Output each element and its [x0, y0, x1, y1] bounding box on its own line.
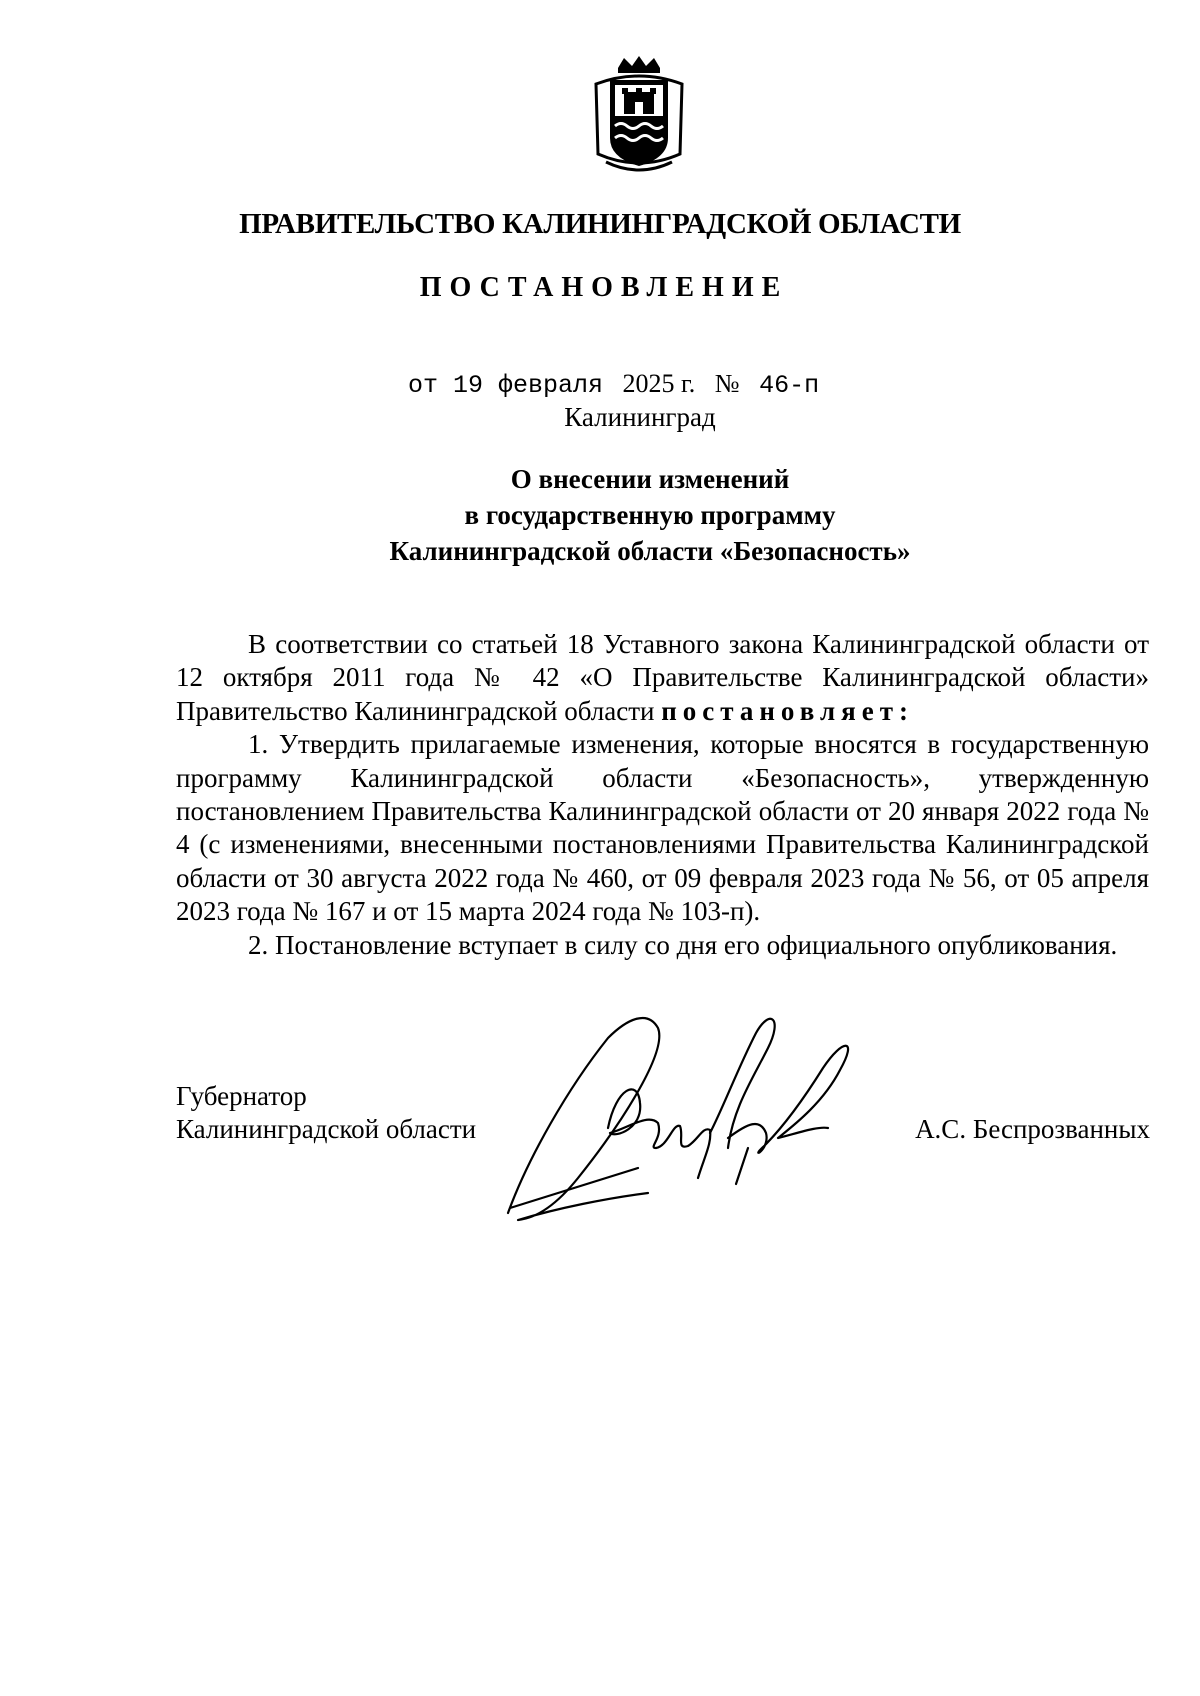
- document-number: 46-п: [759, 371, 820, 400]
- subject-line: Калининградской области «Безопасность»: [389, 536, 911, 566]
- subject-line: О внесении изменений: [510, 464, 790, 494]
- document-date: от 19 февраля: [408, 371, 604, 400]
- number-sign: №: [714, 369, 740, 398]
- document-subject: [340, 461, 960, 569]
- coat-of-arms-icon: [588, 54, 690, 176]
- document-body: [176, 628, 1149, 962]
- item-1-paragraph: 1. Утвердить прилагаемые изменения, которые вносятся в государственную программу Калининградской области «Безопасность», утвержденную постановлением Правительства Калининградской области от 20 января 2022 года № 4 (с изменениями, внесенными постановлениями Правительства Калининградской области от 30 августа 2022 года № 460, от 09 февраля 2023 года № 56, от 05 апреля 2023 года № 167 и от 15 марта 2024 года № 103-п).: [176, 729, 1149, 927]
- signer-position: [176, 1080, 476, 1146]
- subject-line: в государственную программу: [464, 500, 836, 530]
- preamble-paragraph: [176, 628, 1149, 728]
- handwritten-signature: [498, 1008, 918, 1228]
- preamble-keyword: постановляет:: [661, 695, 914, 726]
- position-line: Губернатор: [176, 1081, 307, 1111]
- item-2-paragraph: 2. Постановление вступает в силу со дня его официального опубликования.: [248, 929, 1118, 960]
- signer-name: А.С. Беспрозванных: [915, 1114, 1150, 1144]
- preamble-text: В соответствии со статьей 18 Уставного закона Калининградской области от 12 октября 2011 года № 42 «О Правительстве Калининградской области» Правительство Калининградской области: [176, 629, 1149, 726]
- document-type: ПОСТАНОВЛЕНИЕ: [419, 272, 789, 303]
- government-title: ПРАВИТЕЛЬСТВО КАЛИНИНГРАДСКОЙ ОБЛАСТИ: [239, 208, 961, 240]
- position-line: Калининградской области: [176, 1114, 477, 1144]
- document-year: 2025 г.: [622, 369, 696, 398]
- date-line: [408, 369, 819, 400]
- document-city: Калининград: [564, 402, 716, 432]
